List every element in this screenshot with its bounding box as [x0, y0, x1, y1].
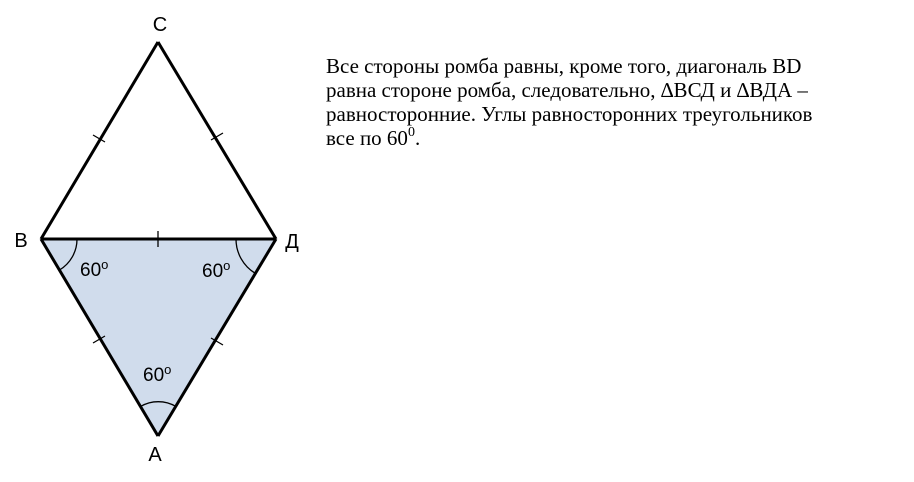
degree-superscript: 0 [407, 125, 415, 140]
angle-value-a: 60 [143, 365, 165, 386]
explanation-line-4-end: . [414, 126, 421, 150]
degree-mark-b: o [101, 257, 109, 272]
explanation-line-2: равна стороне ромба, следовательно, ∆ВСД и ∆ВДА – [326, 78, 808, 102]
angle-value-d: 60 [202, 261, 224, 282]
vertex-label-a: A [148, 444, 162, 466]
explanation-line-1: Все стороны ромба равны, кроме того, диагональ BD [326, 54, 802, 78]
side-bc [41, 42, 158, 239]
explanation-line-3: равносторонние. Углы равносторонних треугольников [326, 102, 813, 126]
vertex-label-b: B [14, 230, 28, 252]
vertex-label-c: C [152, 14, 168, 36]
degree-mark-a: o [164, 362, 172, 377]
explanation-line-4 [326, 126, 906, 150]
explanation-text [326, 54, 906, 150]
angle-value-b: 60 [80, 260, 102, 281]
side-cd [158, 42, 276, 239]
vertex-label-d: Д [285, 231, 299, 253]
explanation-line-4-text: все по 60 [326, 126, 408, 150]
triangle-bda-fill [41, 239, 276, 436]
degree-mark-d: o [223, 258, 231, 273]
